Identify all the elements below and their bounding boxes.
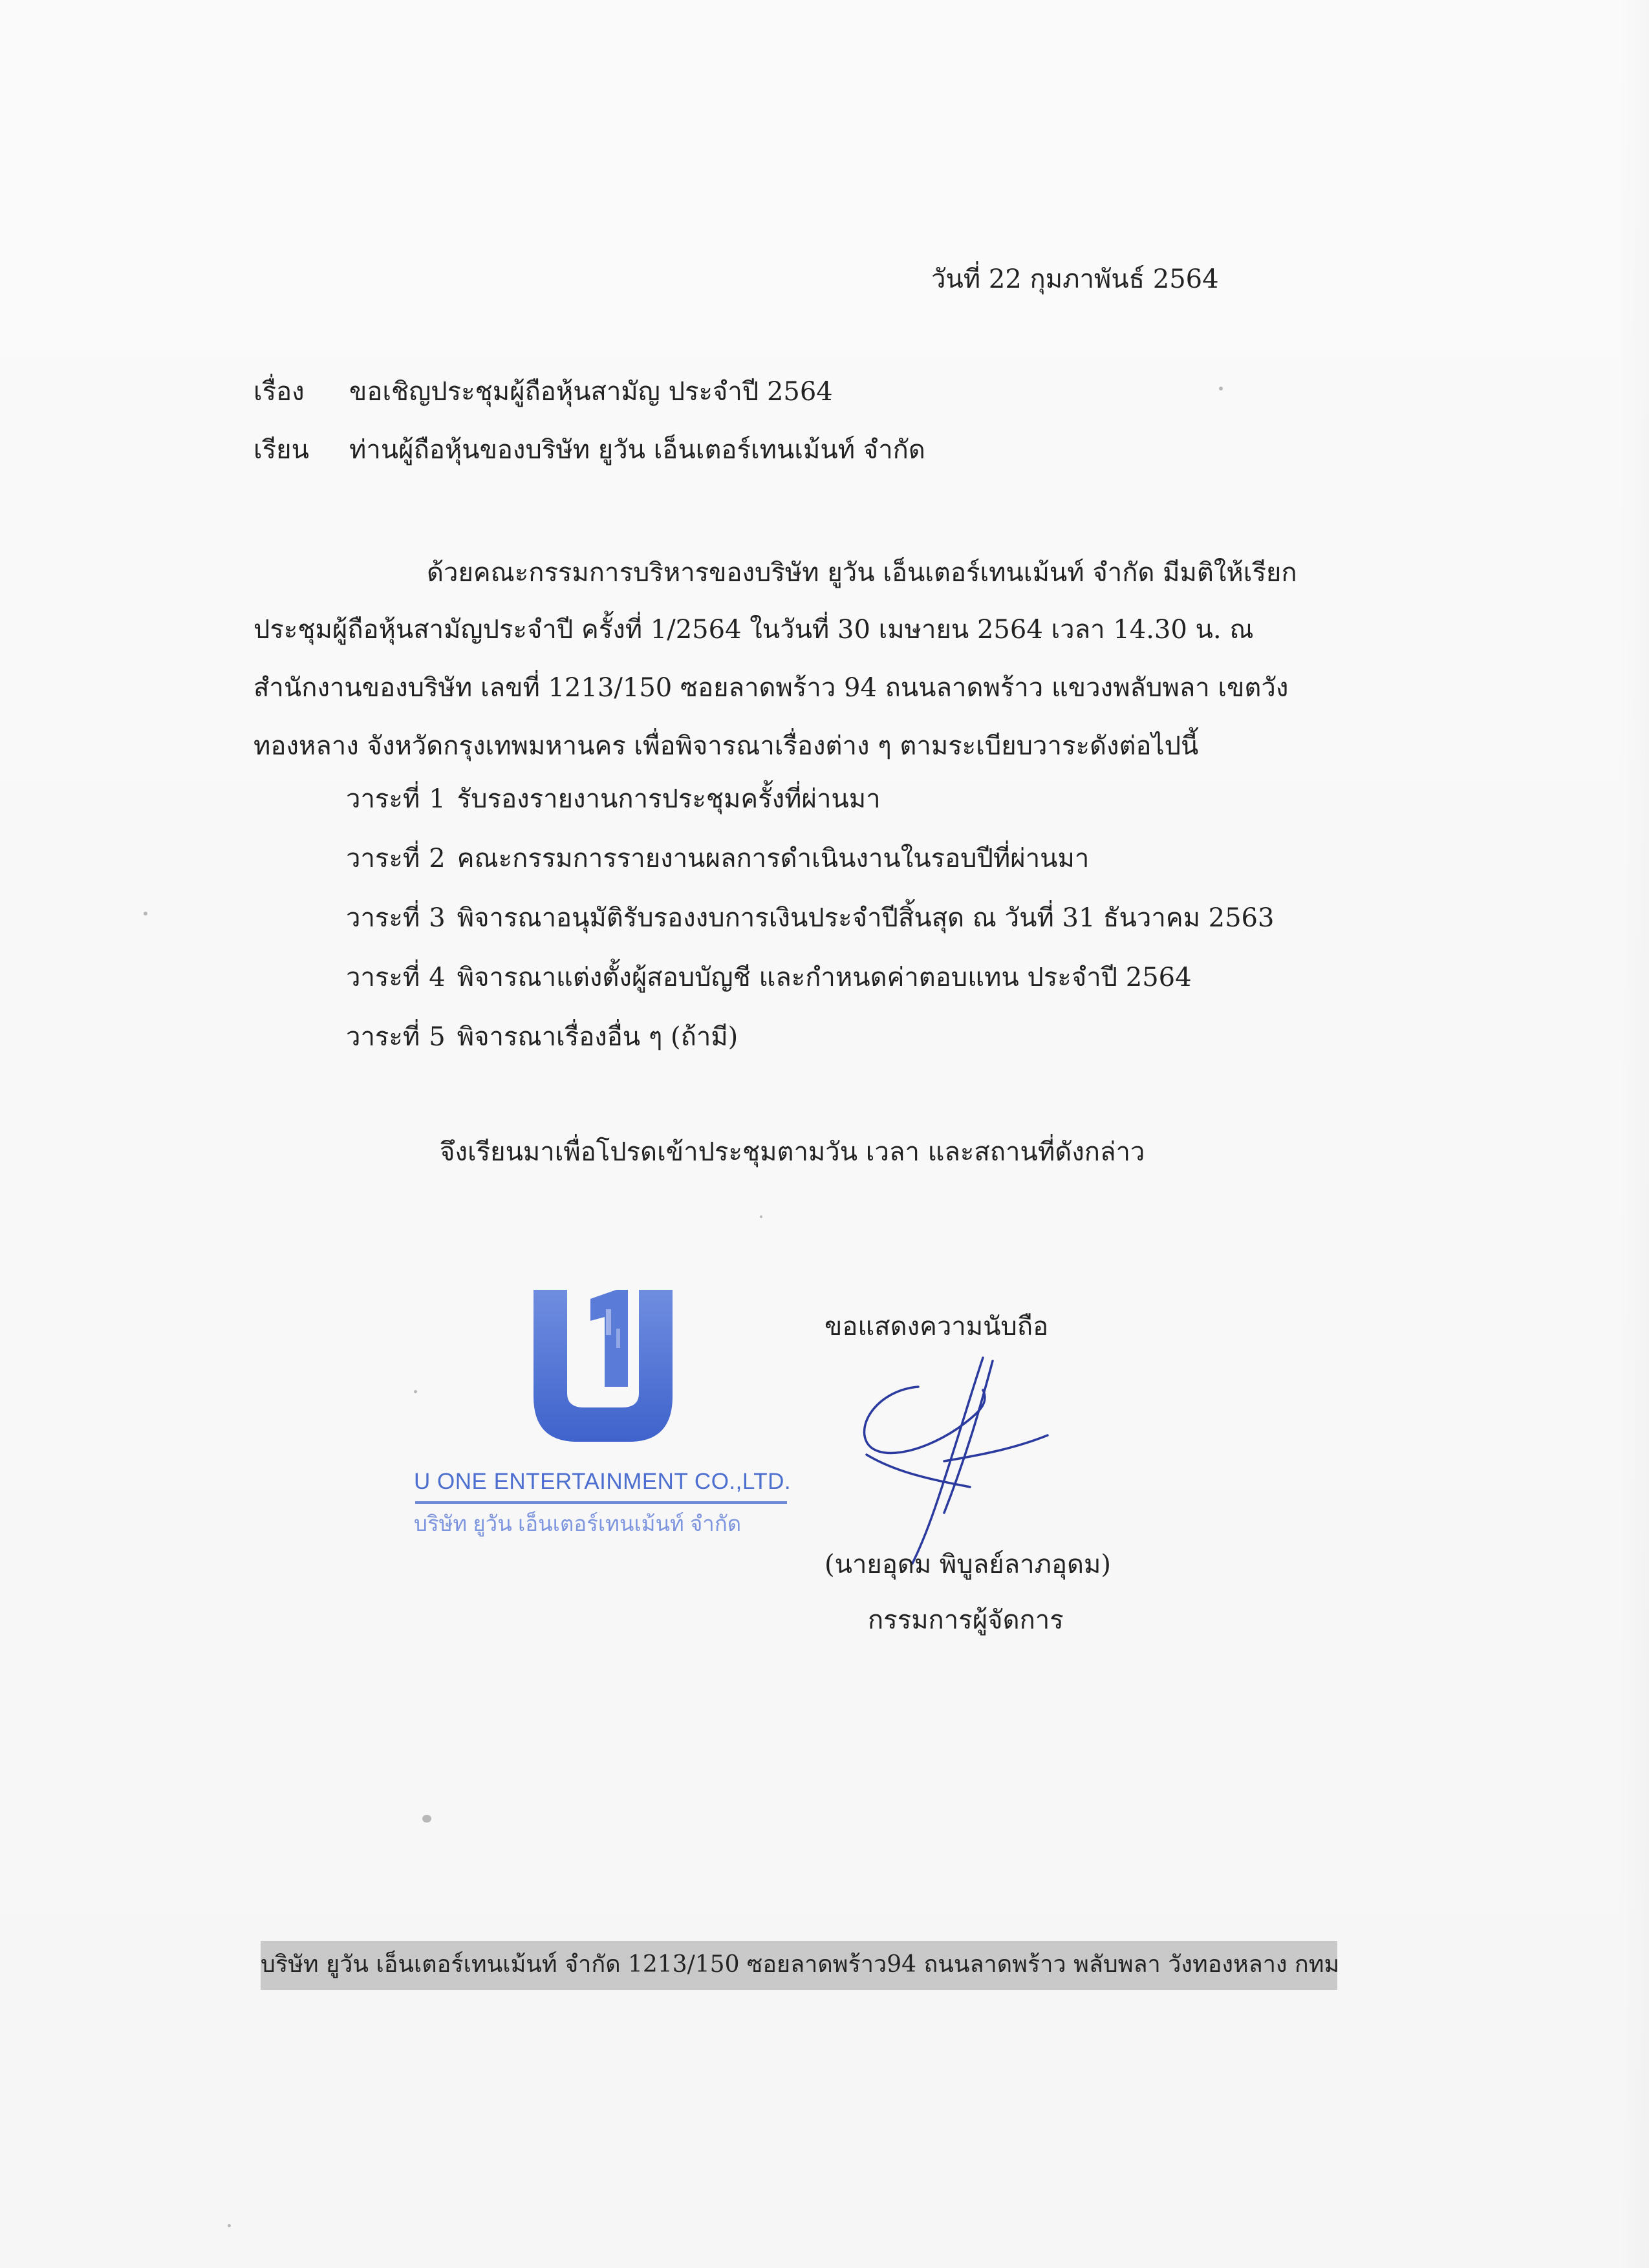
recipient-label: เรียน <box>253 435 309 465</box>
agenda-list <box>346 782 1274 1080</box>
agenda-label: วาระที่ <box>346 784 420 814</box>
u-one-logo-icon <box>534 1290 673 1442</box>
agenda-label: วาระที่ <box>346 963 420 992</box>
body-paragraph-line: สำนักงานของบริษัท เลขที่ 1213/150 ซอยลาดพร้าว 94 ถนนลาดพร้าว แขวงพลับพลา เขตวัง <box>253 673 1289 703</box>
closing-sentence: จึงเรียนมาเพื่อโปรดเข้าประชุมตามวัน เวลา และสถานที่ดังกล่าว <box>440 1137 1145 1167</box>
letter-date: วันที่ 22 กุมภาพันธ์ 2564 <box>931 264 1219 294</box>
agenda-number: 1 <box>429 784 446 814</box>
stamp-company-name-th: บริษัท ยูวัน เอ็นเตอร์เทนเม้นท์ จำกัด <box>414 1512 742 1535</box>
signer-position: กรรมการผู้จัดการ <box>868 1605 1064 1635</box>
agenda-item <box>346 842 1274 901</box>
scan-speck <box>760 1215 762 1218</box>
agenda-text: คณะกรรมการรายงานผลการดำเนินงานในรอบปีที่ผ่านมา <box>457 844 1090 873</box>
agenda-label: วาระที่ <box>346 1022 420 1052</box>
agenda-number: 3 <box>429 903 446 933</box>
agenda-number: 5 <box>429 1022 446 1052</box>
handwritten-signature <box>860 1351 1061 1565</box>
footer-address: บริษัท ยูวัน เอ็นเตอร์เทนเม้นท์ จำกัด 1213/150 ซอยลาดพร้าว94 ถนนลาดพร้าว พลับพลา วังทองหลาง กทม <box>261 1951 1340 1978</box>
agenda-number: 4 <box>429 963 446 992</box>
stamp-company-name-en: U ONE ENTERTAINMENT CO.,LTD. <box>414 1469 792 1494</box>
agenda-label: วาระที่ <box>346 903 420 933</box>
recipient-text: ท่านผู้ถือหุ้นของบริษัท ยูวัน เอ็นเตอร์เทนเม้นท์ จำกัด <box>349 435 925 465</box>
subject-text: ขอเชิญประชุมผู้ถือหุ้นสามัญ ประจำปี 2564 <box>349 377 833 407</box>
body-paragraph-line: ทองหลาง จังหวัดกรุงเทพมหานคร เพื่อพิจารณาเรื่องต่าง ๆ ตามระเบียบวาระดังต่อไปนี้ <box>253 731 1199 761</box>
scan-speck <box>144 912 147 915</box>
agenda-text: พิจารณาอนุมัติรับรองงบการเงินประจำปีสิ้นสุด ณ วันที่ 31 ธันวาคม 2563 <box>457 903 1275 933</box>
scan-edge-shadow <box>1618 0 1649 2268</box>
agenda-label: วาระที่ <box>346 844 420 873</box>
agenda-text: พิจารณาแต่งตั้งผู้สอบบัญชี และกำหนดค่าตอบแทน ประจำปี 2564 <box>457 963 1192 992</box>
agenda-item <box>346 901 1274 961</box>
scan-speck <box>1219 387 1223 390</box>
stamp-divider <box>415 1501 787 1504</box>
agenda-item <box>346 961 1274 1020</box>
agenda-number: 2 <box>429 844 446 873</box>
agenda-text: พิจารณาเรื่องอื่น ๆ (ถ้ามี) <box>457 1022 738 1052</box>
scan-speck <box>228 2224 231 2227</box>
scan-speck <box>422 1815 431 1823</box>
agenda-item <box>346 782 1274 842</box>
agenda-item <box>346 1020 1274 1080</box>
agenda-text: รับรองรายงานการประชุมครั้งที่ผ่านมา <box>457 784 881 814</box>
scan-speck <box>414 1390 417 1393</box>
body-paragraph-line: ด้วยคณะกรรมการบริหารของบริษัท ยูวัน เอ็นเตอร์เทนเม้นท์ จำกัด มีมติให้เรียก <box>427 558 1297 588</box>
regards-text: ขอแสดงความนับถือ <box>824 1312 1049 1342</box>
subject-label: เรื่อง <box>253 377 305 407</box>
body-paragraph-line: ประชุมผู้ถือหุ้นสามัญประจำปี ครั้งที่ 1/2564 ในวันที่ 30 เมษายน 2564 เวลา 14.30 น. ณ <box>253 615 1254 645</box>
signer-name: (นายอุดม พิบูลย์ลาภอุดม) <box>824 1550 1111 1579</box>
